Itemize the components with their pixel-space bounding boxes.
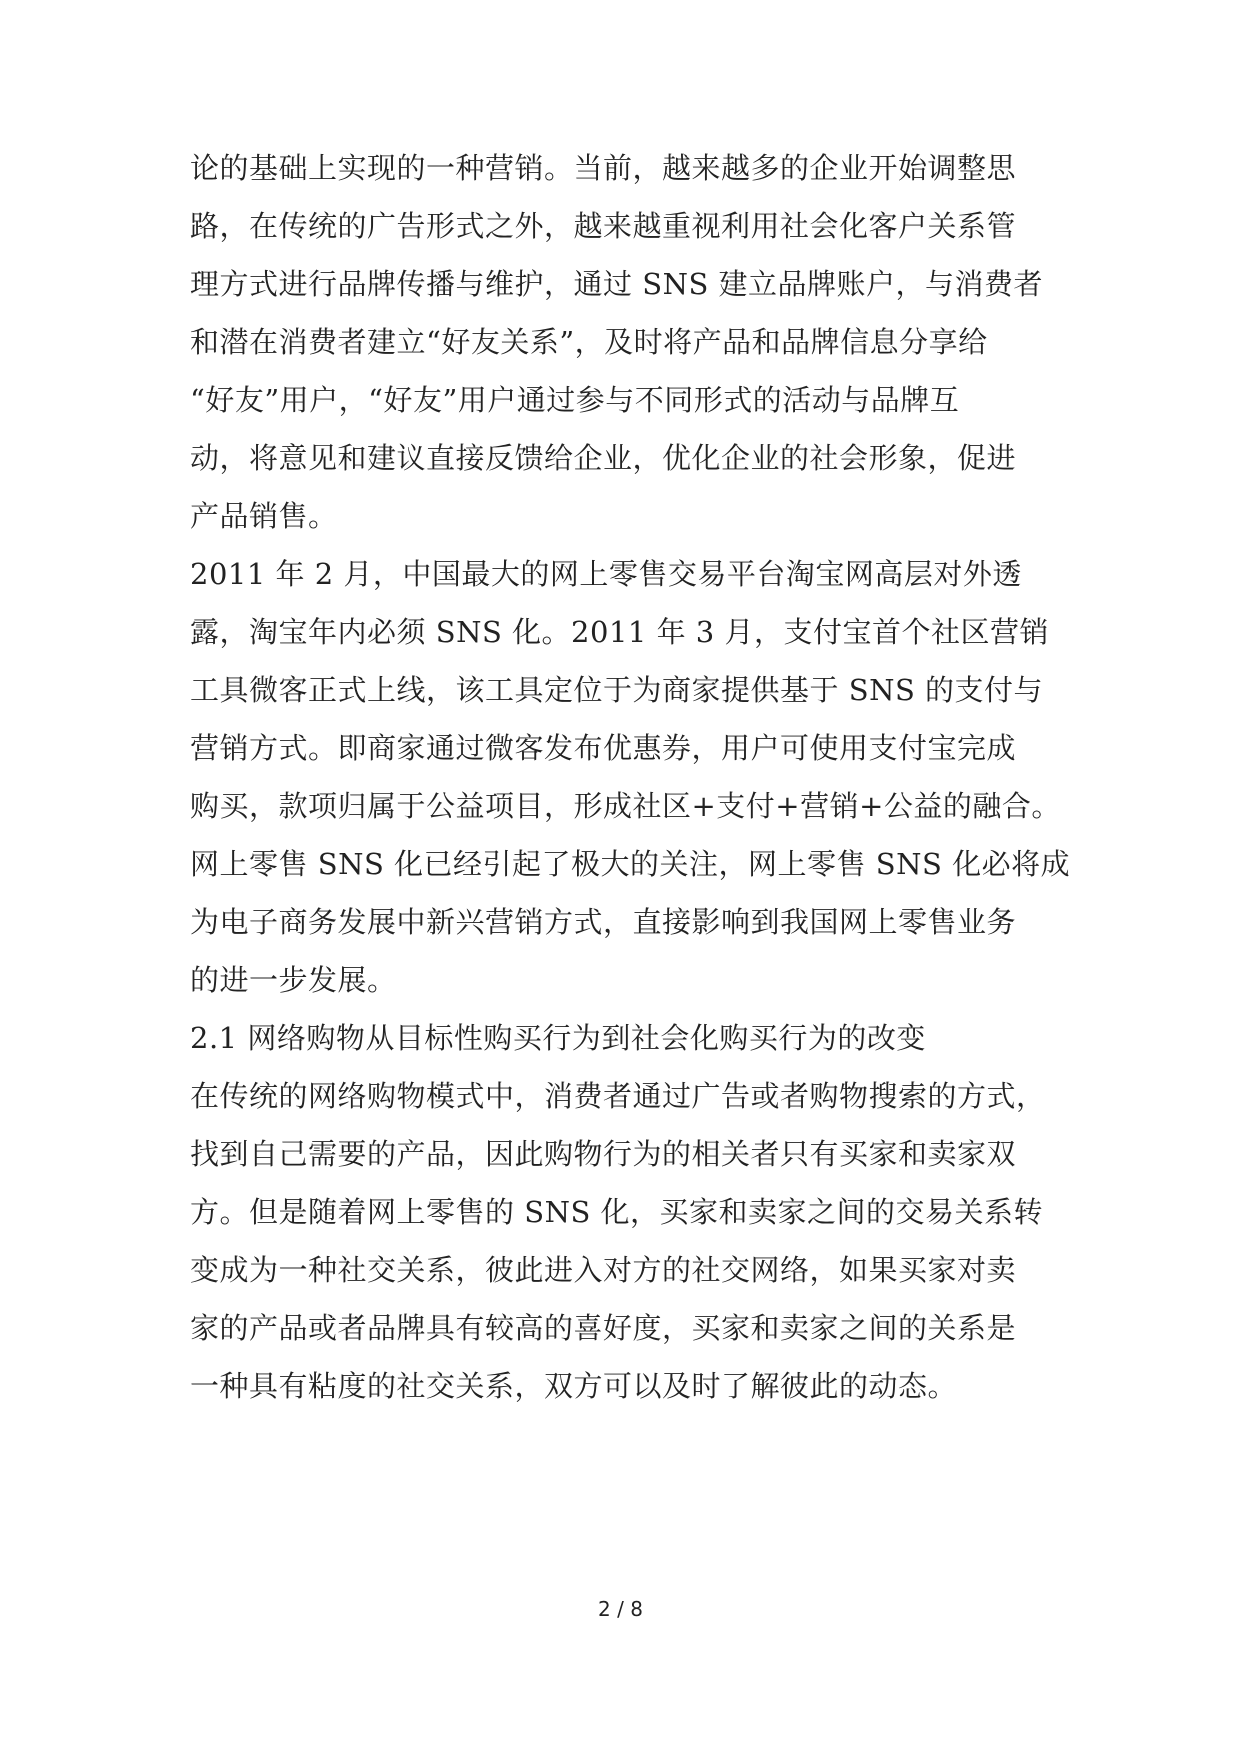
paragraph-line: 方。但是随着网上零售的 SNS 化，买家和卖家之间的交易关系转 <box>190 1195 1044 1229</box>
paragraph-line: 为电子商务发展中新兴营销方式，直接影响到我国网上零售业务 <box>190 905 1017 939</box>
section-heading: 2.1 网络购物从目标性购买行为到社会化购买行为的改变 <box>190 1021 926 1055</box>
paragraph-line: 的进一步发展。 <box>190 963 397 997</box>
paragraph-line: 2011 年 2 月，中国最大的网上零售交易平台淘宝网高层对外透 <box>190 557 1022 591</box>
paragraph-line: 和潜在消费者建立“好友关系”，及时将产品和品牌信息分享给 <box>190 325 988 359</box>
paragraph-line: 找到自己需要的产品，因此购物行为的相关者只有买家和卖家双 <box>190 1137 1017 1171</box>
paragraph-line: 网上零售 SNS 化已经引起了极大的关注，网上零售 SNS 化必将成 <box>190 847 1071 881</box>
paragraph-line: 路，在传统的广告形式之外，越来越重视利用社会化客户关系管 <box>190 209 1017 243</box>
paragraph-line: 变成为一种社交关系，彼此进入对方的社交网络，如果买家对卖 <box>190 1253 1017 1287</box>
paragraph-line: 论的基础上实现的一种营销。当前，越来越多的企业开始调整思 <box>190 151 1017 185</box>
paragraph-line: 购买，款项归属于公益项目，形成社区+支付+营销+公益的融合。 <box>190 789 1061 823</box>
paragraph-line: 家的产品或者品牌具有较高的喜好度，买家和卖家之间的关系是 <box>190 1311 1017 1345</box>
paragraph-line: 动，将意见和建议直接反馈给企业，优化企业的社会形象，促进 <box>190 441 1017 475</box>
paragraph-line: 露，淘宝年内必须 SNS 化。2011 年 3 月，支付宝首个社区营销 <box>190 615 1049 649</box>
page-number: 2 / 8 <box>598 1597 643 1621</box>
paragraph-line: 在传统的网络购物模式中，消费者通过广告或者购物搜索的方式， <box>190 1079 1046 1113</box>
paragraph-line: 工具微客正式上线，该工具定位于为商家提供基于 SNS 的支付与 <box>190 673 1044 707</box>
paragraph-line: 一种具有粘度的社交关系，双方可以及时了解彼此的动态。 <box>190 1369 958 1403</box>
paragraph-line: “好友”用户，“好友”用户通过参与不同形式的活动与品牌互 <box>190 383 960 417</box>
paragraph-line: 理方式进行品牌传播与维护，通过 SNS 建立品牌账户，与消费者 <box>190 267 1044 301</box>
paragraph-line: 产品销售。 <box>190 499 338 533</box>
paragraph-line: 营销方式。即商家通过微客发布优惠券，用户可使用支付宝完成 <box>190 731 1017 765</box>
